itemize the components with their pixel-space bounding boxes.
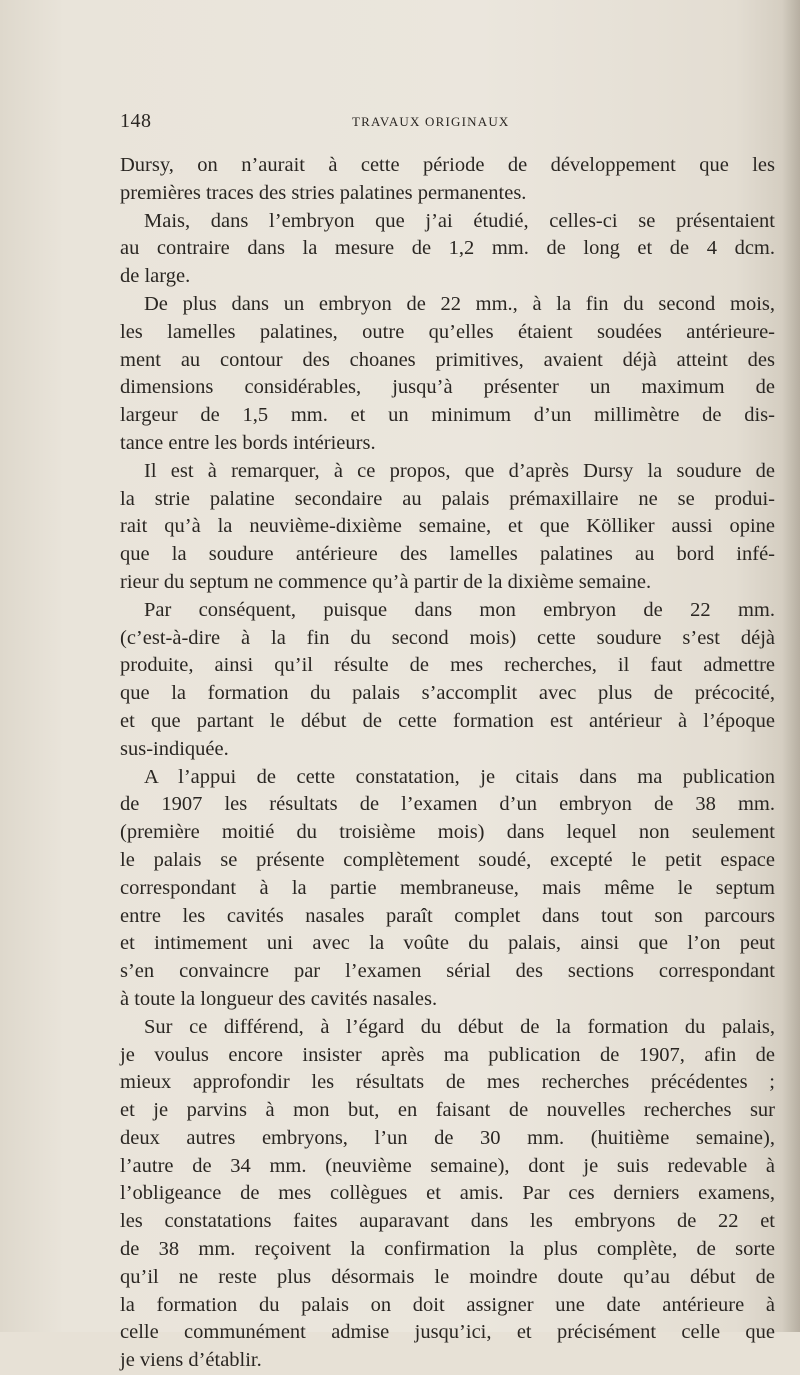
text-line: et je parvins à mon but, en faisant de nouvelles recherches sur: [120, 1099, 775, 1122]
text-line: et que partant le début de cette formation est antérieur à l’époque: [120, 709, 775, 732]
text-line: largeur de 1,5 mm. et un minimum d’un millimètre de dis-: [120, 404, 775, 427]
text-line: Par conséquent, puisque dans mon embryon de 22 mm.: [144, 598, 775, 621]
text-line: A l’appui de cette constatation, je citais dans ma publication: [144, 765, 775, 788]
text-line: De plus dans un embryon de 22 mm., à la fin du second mois,: [144, 292, 775, 315]
text-line: de large.: [120, 265, 191, 288]
text-line: Il est à remarquer, à ce propos, que d’après Dursy la soudure de: [144, 459, 775, 482]
text-line: l’autre de 34 mm. (neuvième semaine), dont je suis redevable à: [120, 1154, 775, 1177]
text-line: Mais, dans l’embryon que j’ai étudié, celles-ci se présentaient: [144, 209, 775, 232]
text-line: rait qu’à la neuvième-dixième semaine, et que Kölliker aussi opine: [120, 515, 775, 538]
text-line: entre les cavités nasales paraît complet dans tout son parcours: [120, 904, 775, 927]
text-line: et intimement uni avec la voûte du palais, ainsi que l’on peut: [120, 932, 775, 955]
text-line: l’obligeance de mes collègues et amis. Par ces derniers examens,: [120, 1182, 775, 1205]
text-line: la formation du palais on doit assigner une date antérieure à: [120, 1293, 775, 1316]
page-gutter-shadow: [782, 0, 800, 1332]
text-line: s’en convaincre par l’examen sérial des sections correspondant: [120, 960, 775, 983]
text-line: mieux approfondir les résultats de mes recherches précédentes ;: [120, 1071, 775, 1094]
text-line: que la formation du palais s’accomplit avec plus de précocité,: [120, 682, 775, 705]
text-line: de 38 mm. reçoivent la confirmation la plus complète, de sorte: [120, 1238, 775, 1261]
text-line: de 1907 les résultats de l’examen d’un embryon de 38 mm.: [120, 793, 775, 816]
page-header: [120, 104, 770, 144]
text-line: dimensions considérables, jusqu’à présenter un maximum de: [120, 376, 775, 399]
text-line: je voulus encore insister après ma publication de 1907, afin de: [120, 1043, 775, 1066]
text-line: au contraire dans la mesure de 1,2 mm. de long et de 4 dcm.: [120, 237, 775, 260]
text-line: premières traces des stries palatines permanentes.: [120, 181, 527, 204]
text-line: tance entre les bords intérieurs.: [120, 431, 376, 454]
text-line: correspondant à la partie membraneuse, mais même le septum: [120, 876, 775, 899]
text-line: que la soudure antérieure des lamelles palatines au bord infé-: [120, 543, 775, 566]
text-line: (c’est-à-dire à la fin du second mois) cette soudure s’est déjà: [120, 626, 775, 649]
text-line: produite, ainsi qu’il résulte de mes recherches, il faut admettre: [120, 654, 775, 677]
body-text: [120, 152, 775, 1375]
text-line: Sur ce différend, à l’égard du début de la formation du palais,: [144, 1015, 775, 1038]
text-line: à toute la longueur des cavités nasales.: [120, 987, 438, 1010]
text-line: Dursy, on n’aurait à cette période de développement que les: [120, 154, 775, 176]
text-line: sus-indiquée.: [120, 737, 229, 760]
text-line: qu’il ne reste plus désormais le moindre doute qu’au début de: [120, 1265, 775, 1288]
text-line: les lamelles palatines, outre qu’elles étaient soudées antérieure-: [120, 320, 775, 343]
text-line: ment au contour des choanes primitives, avaient déjà atteint des: [120, 348, 775, 371]
text-line: les constatations faites auparavant dans les embryons de 22 et: [120, 1210, 775, 1233]
running-head: TRAVAUX ORIGINAUX: [352, 114, 510, 129]
text-line: deux autres embryons, l’un de 30 mm. (huitième semaine),: [120, 1126, 775, 1149]
text-line: je viens d’établir.: [120, 1349, 262, 1372]
text-line: (première moitié du troisième mois) dans lequel non seulement: [120, 821, 775, 844]
text-line: celle communément admise jusqu’ici, et précisément celle que: [120, 1321, 775, 1344]
page-number: 148: [120, 110, 152, 132]
text-line: rieur du septum ne commence qu’à partir de la dixième semaine.: [120, 570, 652, 593]
text-line: le palais se présente complètement soudé, excepté le petit espace: [120, 848, 775, 871]
text-line: la strie palatine secondaire au palais prémaxillaire ne se produi-: [120, 487, 775, 510]
